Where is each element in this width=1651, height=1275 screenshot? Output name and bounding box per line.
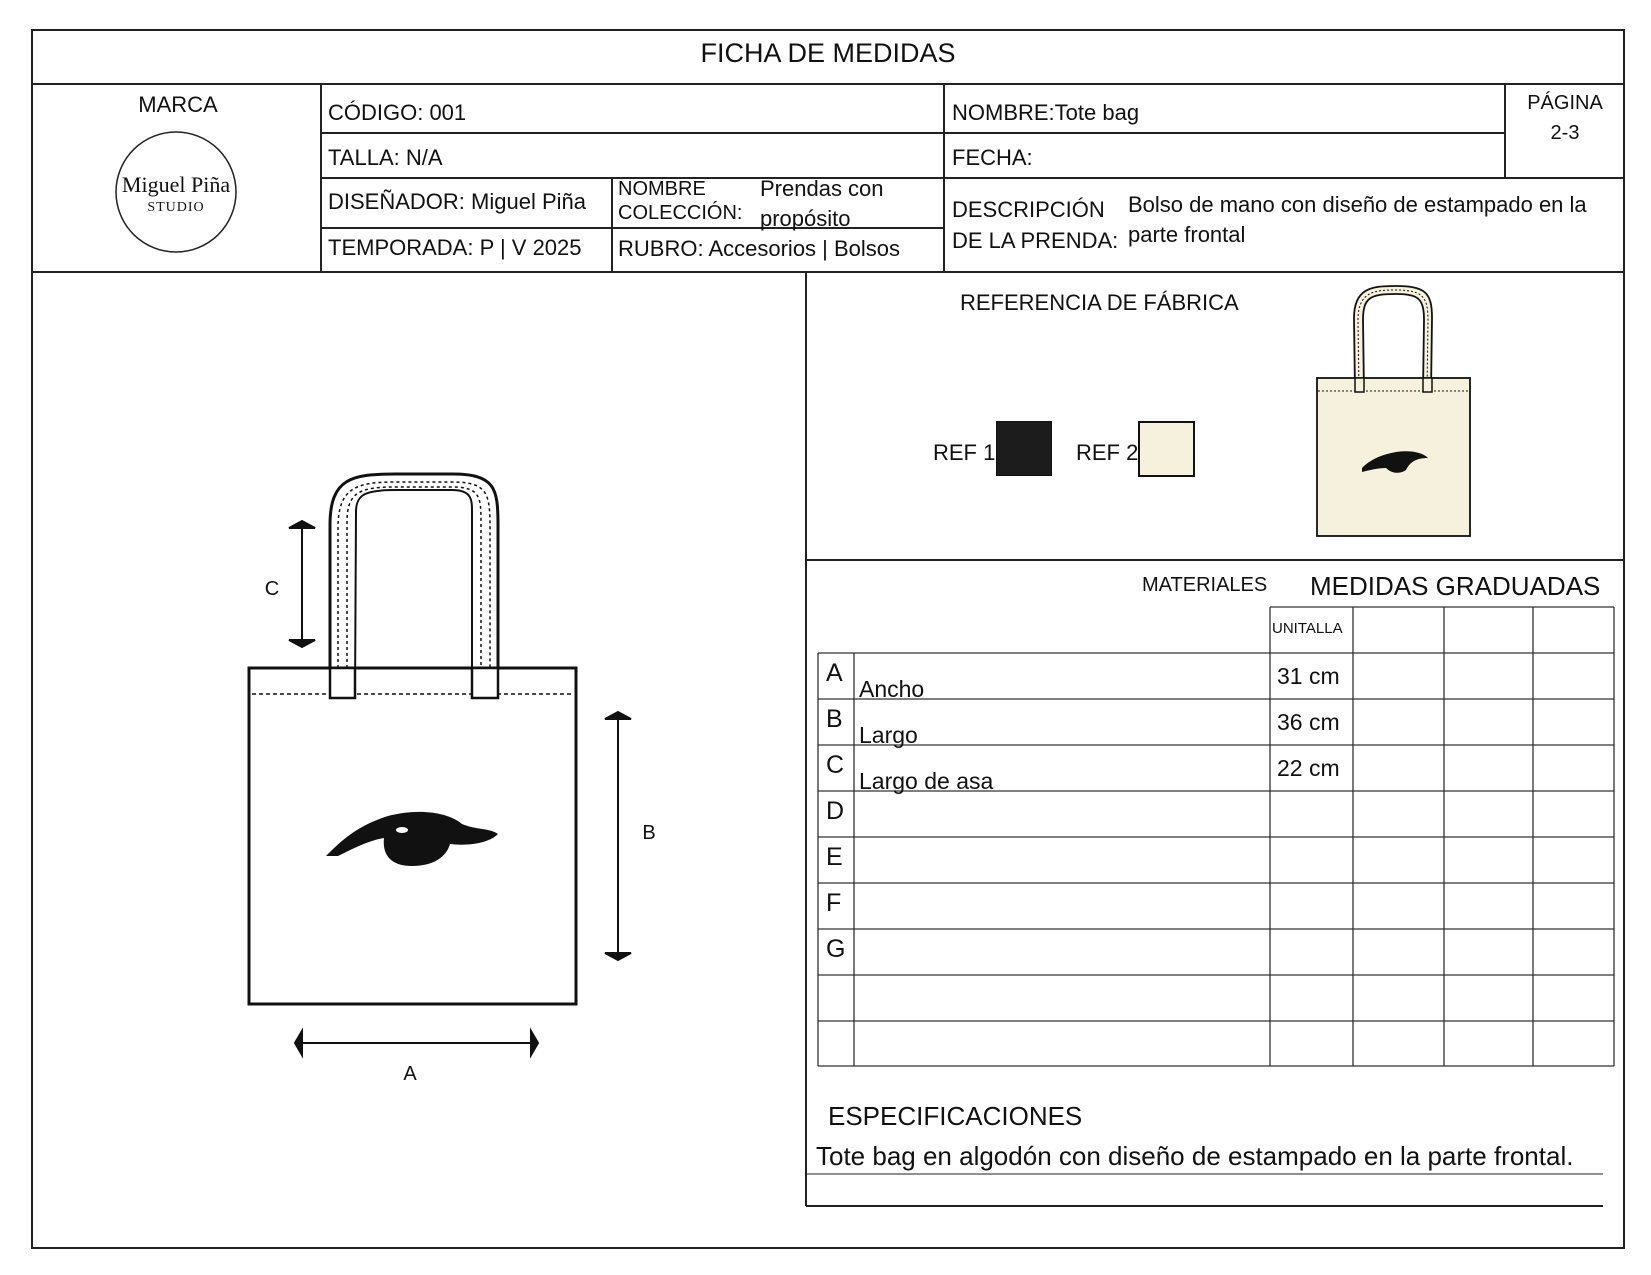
- dimension-a-label: A: [403, 1063, 417, 1085]
- row-letter: G: [826, 935, 846, 963]
- product-name-field: NOMBRE:Tote bag: [952, 100, 1140, 125]
- code-field: CÓDIGO: 001: [328, 100, 467, 125]
- row-unitalla-value: 31 cm: [1277, 663, 1340, 689]
- collection-value-line1: Prendas con: [760, 176, 884, 201]
- row-unitalla-value: 36 cm: [1277, 709, 1340, 735]
- page-number: 2-3: [1550, 122, 1580, 144]
- row-letter: F: [826, 889, 842, 917]
- designer-field: DISEÑADOR: Miguel Piña: [328, 189, 586, 214]
- description-value-line2: parte frontal: [1128, 222, 1246, 247]
- graded-measures-title: MEDIDAS GRADUADAS: [1310, 571, 1601, 601]
- specifications-text: Tote bag en algodón con diseño de estampado en la parte frontal.: [816, 1141, 1574, 1171]
- collection-label-line1: NOMBRE: [618, 178, 706, 200]
- row-measure-name: Ancho: [859, 676, 925, 702]
- collection-label-line2: COLECCIÓN:: [618, 202, 743, 224]
- date-field: FECHA:: [952, 145, 1033, 170]
- fabric-ref1-label: REF 1: [933, 440, 996, 465]
- row-measure-name: Largo de asa: [859, 768, 994, 794]
- brand-logo-name: Miguel Piña: [121, 172, 231, 197]
- size-column-header: UNITALLA: [1272, 620, 1343, 637]
- page-label: PÁGINA: [1527, 92, 1603, 114]
- size-field: TALLA: N/A: [328, 145, 443, 170]
- description-label-line2: DE LA PRENDA:: [952, 228, 1119, 253]
- dimension-c-label: C: [264, 578, 280, 600]
- collection-value-line2: propósito: [760, 206, 851, 231]
- season-field: TEMPORADA: P | V 2025: [328, 235, 582, 260]
- brand-logo-studio: STUDIO: [147, 200, 205, 215]
- fabric-reference-title: REFERENCIA DE FÁBRICA: [960, 290, 1239, 315]
- row-letter: A: [826, 659, 843, 687]
- materials-label: MATERIALES: [1142, 574, 1268, 596]
- category-field: RUBRO: Accesorios | Bolsos: [618, 236, 901, 261]
- row-letter: B: [826, 705, 843, 733]
- fabric-ref2-label: REF 2: [1076, 440, 1139, 465]
- dimension-b-label: B: [642, 822, 656, 844]
- page-title: FICHA DE MEDIDAS: [700, 38, 956, 68]
- row-letter: E: [826, 843, 843, 871]
- row-measure-name: Largo: [859, 722, 918, 748]
- description-label-line1: DESCRIPCIÓN: [952, 197, 1105, 222]
- brand-label: MARCA: [138, 92, 218, 117]
- specifications-title: ESPECIFICACIONES: [828, 1101, 1083, 1131]
- description-value-line1: Bolso de mano con diseño de estampado en la: [1128, 192, 1587, 217]
- row-letter: C: [826, 751, 845, 779]
- row-unitalla-value: 22 cm: [1277, 755, 1340, 781]
- row-letter: D: [826, 797, 845, 825]
